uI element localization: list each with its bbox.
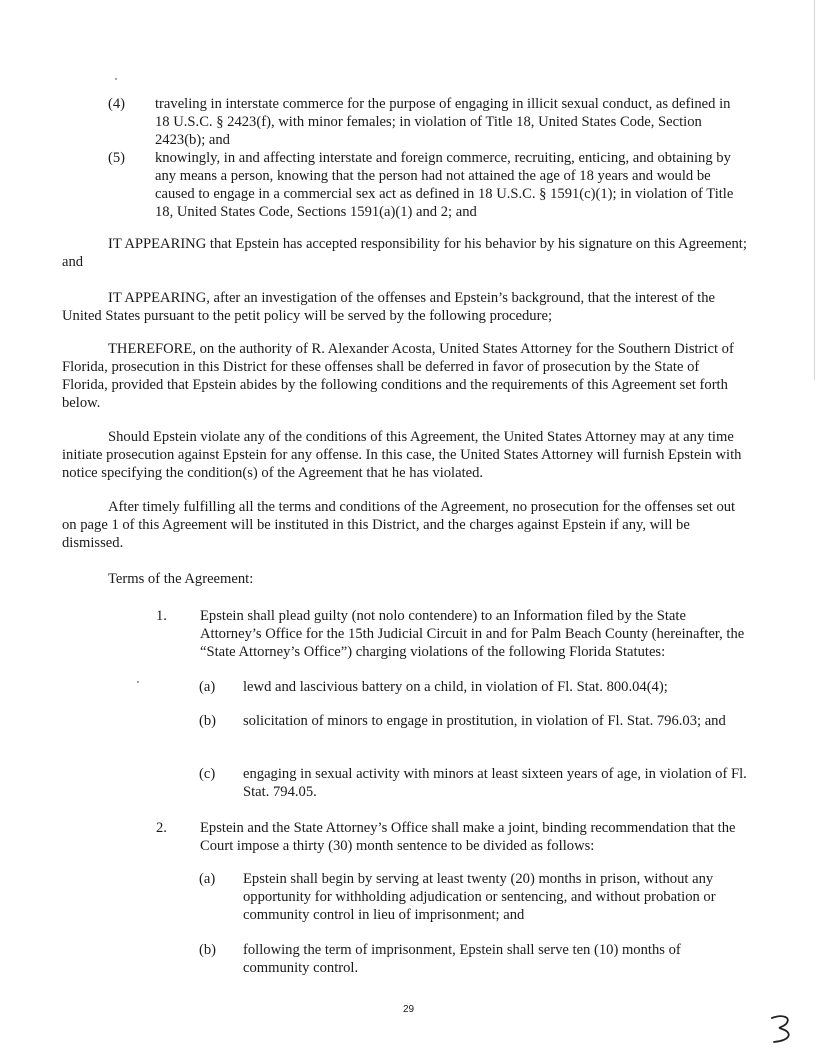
term-text: Epstein shall plead guilty (not nolo contendere) to an Information filed by the State Attorney’s Office for the 15th Judicial Circuit in and for Palm Beach County (hereinafter, the “State Attorney’s Office”) charging violations of the following Florida Statutes: [200,608,745,660]
term-text: Epstein and the State Attorney’s Office shall make a joint, binding recommendation that the Court impose a thirty (30) month sentence to be divided as follows: [200,820,736,854]
body-paragraph: After timely fulfilling all the terms and conditions of the Agreement, no prosecution for the offenses set out on page 1 of this Agreement will be instituted in this District, and the charges against Epstein if any, will be dismissed. [62,499,736,551]
subitem-text: solicitation of minors to engage in prostitution, in violation of Fl. Stat. 796.03; and [243,713,726,729]
body-paragraph: IT APPEARING that Epstein has accepted responsibility for his behavior by his signature on this Agreement; and [62,236,747,270]
subitem-label: (b) [199,942,217,958]
term-number: 1. [156,608,167,624]
enumeration-number: (4) [108,96,126,112]
scan-speck [115,78,117,80]
subitem-label: (c) [199,766,216,782]
subitem-text: following the term of imprisonment, Epstein shall serve ten (10) months of community control. [243,942,681,976]
subitem-label: (b) [199,713,217,729]
body-paragraph: THEREFORE, on the authority of R. Alexander Acosta, United States Attorney for the Southern District of Florida, prosecution in this District for these offenses shall be deferred in favor of prosecution by the State of Florida, provided that Epstein abides by the following conditions and the requirements of this Agreement set forth below. [62,341,734,411]
subitem-text: lewd and lascivious battery on a child, in violation of Fl. Stat. 800.04(4); [243,679,668,695]
term-item [156,819,748,855]
body-paragraph: Should Epstein violate any of the conditions of this Agreement, the United States Attorney may at any time initiate prosecution against Epstein for any offense. In this case, the United States Attorney will furnish Epstein with notice specifying the condition(s) of the Agreement that he has violated. [62,429,742,481]
term-subitem [199,678,748,696]
page-number: 29 [402,1004,415,1015]
enumeration-item [108,149,748,221]
body-paragraph: IT APPEARING, after an investigation of the offenses and Epstein’s background, that the interest of the United States pursuant to the petit policy will be served by the following procedure; [62,290,715,324]
subitem-label: (a) [199,679,216,695]
scan-speck [137,681,139,683]
terms-heading: Terms of the Agreement: [108,571,254,587]
term-item [156,607,748,661]
term-subitem [199,712,748,730]
subitem-text: engaging in sexual activity with minors at least sixteen years of age, in violation of Fl. Stat. 794.05. [243,766,747,800]
scan-edge-line [814,0,815,380]
term-subitem [199,941,748,977]
enumeration-item [108,95,748,149]
term-subitem [199,765,748,801]
enumeration-text: knowingly, in and affecting interstate and foreign commerce, recruiting, enticing, and obtaining by any means a person, knowing that the person had not attained the age of 18 years and would be caused to engage in a commercial sex act as defined in 18 U.S.C. § 1591(c)(1); in violation of Title 18, United States Code, Sections 1591(a)(1) and 2; and [155,150,734,220]
term-number: 2. [156,820,167,836]
term-subitem [199,870,748,924]
subitem-text: Epstein shall begin by serving at least twenty (20) months in prison, without any opportunity for withholding adjudication or sentencing, and without probation or community control in lieu of imprisonment; and [243,871,716,923]
enumeration-number: (5) [108,150,126,166]
handwritten-initial-mark [762,1012,802,1046]
enumeration-text: traveling in interstate commerce for the purpose of engaging in illicit sexual conduct, as defined in 18 U.S.C. § 2423(f), with minor females; in violation of Title 18, United States Code, Section 2423(b); and [155,96,731,148]
subitem-label: (a) [199,871,216,887]
